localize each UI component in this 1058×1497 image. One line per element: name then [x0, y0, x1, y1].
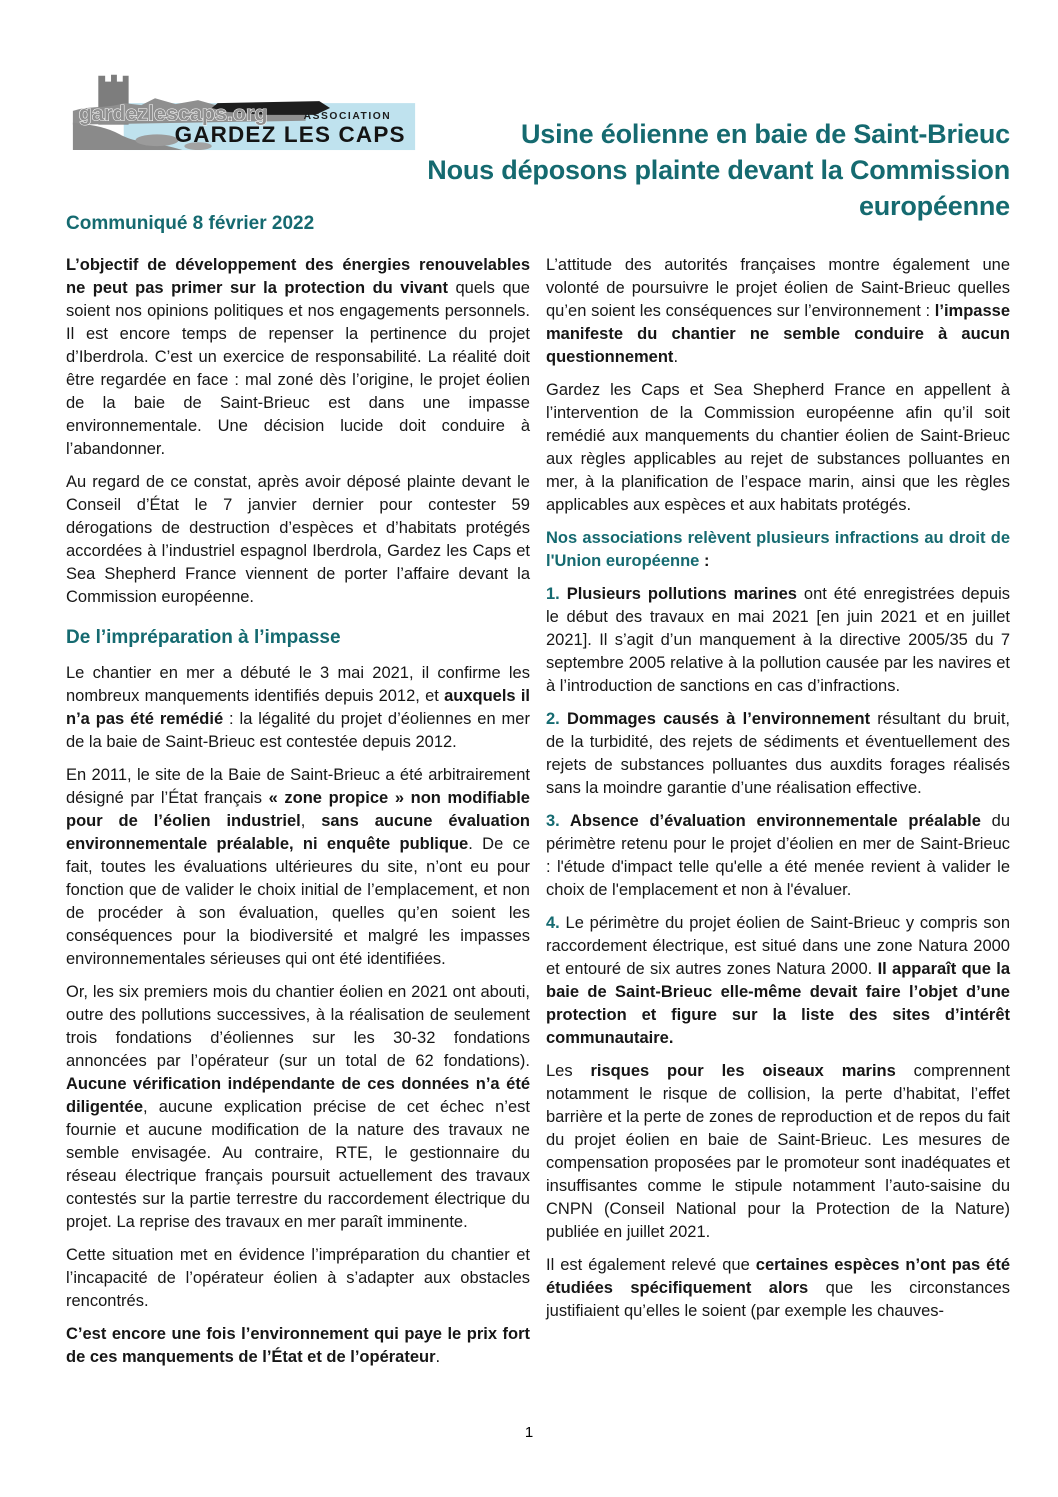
fondations-paragraph: Or, les six premiers mois du chantier éolien en 2021 ont abouti, outre des pollutions successives, à la réalisation de seulement trois fondations d’éoliennes sur les 30-32 fondations annoncées par l’opérateur (sur un total de 62 fondations). Aucune vérification indépendante de ces données n’a été diligentée, aucune explication précise de cet échec n’est fournie et aucune modification de la nature des travaux ne semble envisagée. Au contraire, RTE, le gestionnaire du réseau électrique français poursuit actuellement des travaux contestés sur la partie terrestre du raccordement électrique du projet. La reprise des travaux en mer paraît imminente.	[66, 983, 530, 1231]
page-number: 1	[524, 1424, 534, 1441]
body-columns	[66, 254, 1010, 1379]
infraction-item-1: 1. Plusieurs pollutions marines ont été enregistrées depuis le début des travaux en mai 2021 [en juin 2021 et en juillet 2021]. Il s’agit d’un manquement à la directive 2005/35 du 7 septembre 2005 relative à la pollution causée par les navires et à l’introduction de sanctions en cas d’infractions.	[546, 585, 1010, 695]
document-title-line1: Usine éolienne en baie de Saint-Brieuc	[520, 119, 1010, 149]
situation-paragraph: Cette situation met en évidence l’impréparation du chantier et l’incapacité de l’opérateur éolien à s’adapter aux obstacles rencontrés.	[66, 1246, 530, 1310]
communique-date-heading: Communiqué 8 février 2022	[66, 213, 315, 234]
infraction-item-3: 3. Absence d’évaluation environnementale préalable du périmètre retenu pour le projet d’éolien en mer de Saint-Brieuc : l'étude d'impact telle qu'elle a été menée revient à valider le choix de l'emplacement et non à l'évaluer.	[546, 812, 1010, 899]
attitude-paragraph: L’attitude des autorités françaises montre également une volonté de poursuivre le projet éolien de Saint-Brieuc quelles qu’en soient les conséquences sur l’environnement : l’impasse manifeste du chantier ne semble conduire à aucun questionnement.	[546, 256, 1010, 366]
chantier-paragraph: Le chantier en mer a débuté le 3 mai 2021, il confirme les nombreux manquements identifiés depuis 2012, et auxquels il n’a pas été remédié : la légalité du projet d’éoliennes en mer de la baie de Saint-Brieuc est contestée depuis 2012.	[66, 664, 530, 751]
conclusion-bold-paragraph: C’est encore une fois l’environnement qui paye le prix fort de ces manquements de l’État et de l’opérateur.	[66, 1325, 530, 1366]
complaint-paragraph: Au regard de ce constat, après avoir déposé plainte devant le Conseil d’État le 7 janvier dernier pour contester 59 dérogations de destruction d’espèces et d’habitats protégés accordées à l’industriel espagnol Iberdrola, Gardez les Caps et Sea Shepherd France viennent de porter l’affaire devant la Commission européenne.	[66, 473, 530, 606]
document-title	[300, 116, 1010, 224]
logo-association-label: ASSOCIATION	[303, 110, 392, 122]
oiseaux-paragraph: Les risques pour les oiseaux marins comprennent notamment le risque de collision, la perte d’habitat, l’effet barrière et la perte de zones de reproduction et de repos du fait du projet éolien en baie de Saint-Brieuc. Les mesures de compensation proposées par le promoteur sont inadéquates et insuffisantes comme le stipule notamment l’auto-saisine du CNPN (Conseil National pour la Protection de la Nature) publiée en juillet 2021.	[546, 1062, 1010, 1241]
infraction-item-4: 4. Le périmètre du projet éolien de Saint-Brieuc y compris son raccordement électrique, est situé dans une zone Natura 2000 et entouré de six autres zones Natura 2000. Il apparaît que la baie de Saint-Brieuc elle-même devait faire l’objet d’une protection et figure sur la liste des sites d’intérêt communautaire.	[546, 914, 1010, 1047]
commission-paragraph: Gardez les Caps et Sea Shepherd France en appellent à l’intervention de la Commission européenne afin qu’il soit remédié aux manquements du chantier éolien de Saint-Brieuc aux règles applicables au rejet de substances polluantes en mer, à la planification de l’espace marin, ainsi que les règles applicables aux espèces et aux habitats protégés.	[546, 381, 1010, 514]
logo-site-url: gardezlescaps.org	[78, 101, 268, 126]
infraction-item-2: 2. Dommages causés à l’environnement résultant du bruit, de la turbidité, des rejets de sédiments et éventuellement des rejets de substances polluantes dus auxdits forages réalisés sans la moindre garantie d’une réalisation effective.	[546, 710, 1011, 797]
infractions-heading: Nos associations relèvent plusieurs infractions au droit de l'Union européenne :	[546, 529, 1010, 570]
section-heading-impreparation: De l’impréparation à l’impasse	[66, 627, 341, 648]
document-title-line2: Nous déposons plainte devant la Commission européenne	[427, 155, 1010, 221]
logo-association-name: GARDEZ LES CAPS	[174, 122, 406, 148]
zone-propice-paragraph: En 2011, le site de la Baie de Saint-Brieuc a été arbitrairement désigné par l’État français « zone propice » non modifiable pour de l’éolien industriel, sans aucune évaluation environnementale préalable, ni enquête publique. De ce fait, toutes les évaluations ultérieures du site, n’ont eu pour fonction que de valider le choix initial de l’emplacement, et non de procéder à son évaluation, quelles qu’en soient les conséquences pour la biodiversité et malgré les impasses environnementales sérieuses qui ont été identifiées.	[66, 766, 530, 968]
right-column	[546, 254, 1010, 1379]
left-column	[66, 254, 530, 1379]
intro-paragraph: L’objectif de développement des énergies renouvelables ne peut pas primer sur la protection du vivant quels que soient nos opinions politiques et nos engagements personnels. Il est encore temps de repenser la pertinence du projet d’Iberdrola. C’est un exercice de responsabilité. La réalité doit être regardée en face : mal zoné dès l’origine, le projet éolien de la baie de Saint-Brieuc est dans une impasse environnementale. Une décision lucide doit conduire à l’abandonner.	[66, 256, 530, 458]
especes-paragraph: Il est également relevé que certaines espèces n’ont pas été étudiées spécifiquement alors que les circonstances justifiaient qu’elles le soient (par exemple les chauves-	[546, 1256, 1010, 1320]
